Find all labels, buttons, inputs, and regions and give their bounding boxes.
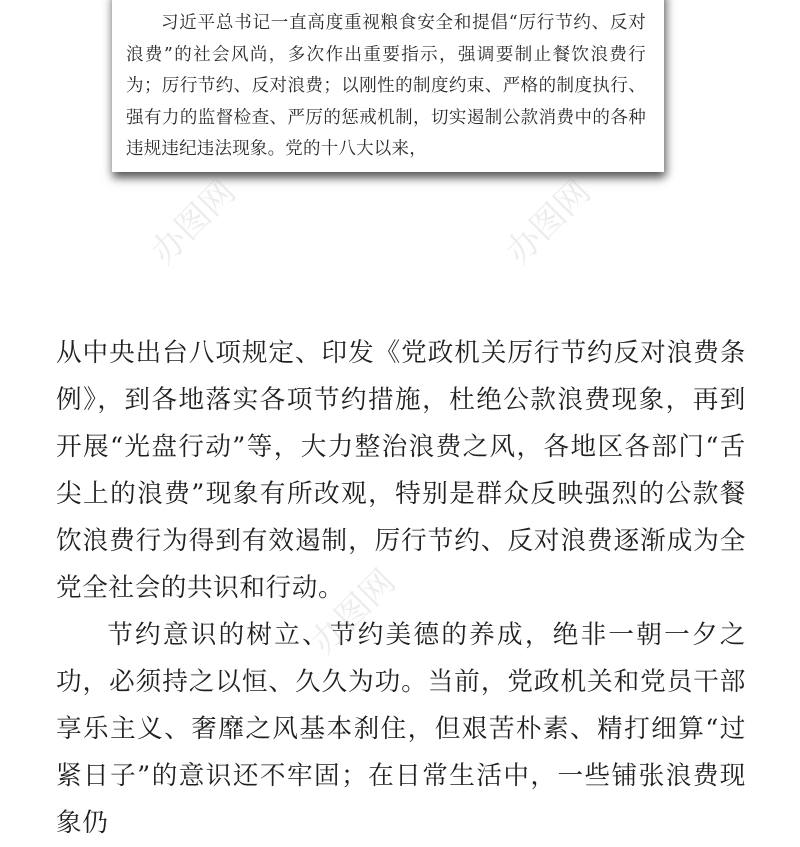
- watermark: 办图网: [498, 171, 599, 273]
- body-paragraph-2: 节约意识的树立、节约美德的养成，绝非一朝一夕之功，必须持之以恒、久久为功。当前，党政机关和党员干部享乐主义、奢靡之风基本刹住，但艰苦朴素、精打细算“过紧日子”的意识还不牢固；在日常生活中，一些铺张浪费现象仍: [56, 620, 746, 838]
- watermark: 办图网: [303, 561, 404, 663]
- quote-card: [112, 0, 664, 172]
- watermark: 办图网: [143, 171, 244, 273]
- article-body: [56, 330, 746, 847]
- body-paragraph-1: 从中央出台八项规定、印发《党政机关厉行节约反对浪费条例》，到各地落实各项节约措施，杜绝公款浪费现象，再到开展“光盘行动”等，大力整治浪费之风，各地区各部门“舌尖上的浪费”现象有所改观，特别是群众反映强烈的公款餐饮浪费行为得到有效遏制，厉行节约、反对浪费逐渐成为全党全社会的共识和行动。: [56, 338, 746, 603]
- card-paragraph: 习近平总书记一直高度重视粮食安全和提倡“厉行节约、反对浪费”的社会风尚，多次作出重要指示，强调要制止餐饮浪费行为；厉行节约、反对浪费；以刚性的制度约束、严格的制度执行、强有力的监督检查、严厉的惩戒机制，切实遏制公款消费中的各种违规违纪违法现象。党的十八大以来，: [126, 13, 646, 159]
